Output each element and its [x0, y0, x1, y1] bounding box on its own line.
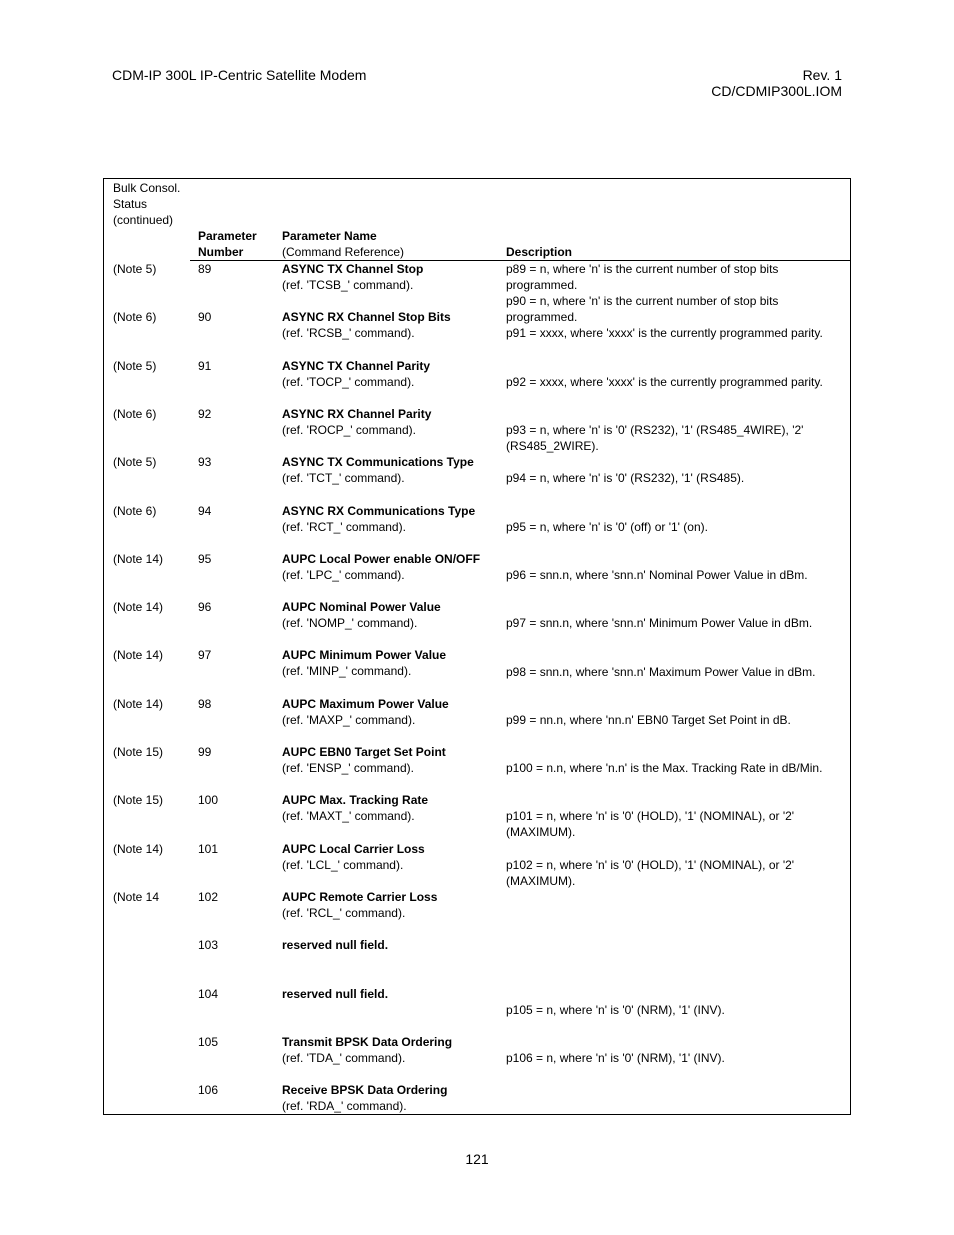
- row-description: p91 = xxxx, where 'xxxx' is the currently programmed parity.: [506, 326, 823, 340]
- row-description: p90 = n, where 'n' is the current number of stop bits programmed.: [506, 294, 779, 324]
- row-param-number: 97: [198, 648, 212, 662]
- column-header-description: Description: [506, 245, 573, 259]
- row-description: p89 = n, where 'n' is the current number of stop bits programmed.: [506, 262, 779, 292]
- row-description: p93 = n, where 'n' is '0' (RS232), '1' (RS485_4WIRE), '2' (RS485_2WIRE).: [506, 423, 804, 453]
- row-param-number: 89: [198, 262, 212, 276]
- row-param-name: ASYNC TX Channel Stop: [282, 262, 424, 276]
- row-param-name: ASYNC TX Channel Parity: [282, 359, 431, 373]
- row-param-name: AUPC Nominal Power Value: [282, 600, 441, 614]
- document-id: CD/CDMIP300L.IOM: [711, 83, 842, 99]
- row-command-ref: (ref. 'RCSB_' command).: [282, 326, 415, 340]
- row-command-ref: (ref. 'TOCP_' command).: [282, 375, 415, 389]
- row-param-name: AUPC EBN0 Target Set Point: [282, 745, 446, 759]
- row-command-ref: (ref. 'LPC_' command).: [282, 568, 405, 582]
- page-header-revision: [711, 67, 842, 99]
- row-param-number: 101: [198, 842, 219, 856]
- row-note: (Note 14): [113, 842, 164, 856]
- row-param-number: 102: [198, 890, 219, 904]
- row-param-number: 96: [198, 600, 212, 614]
- row-param-number: 92: [198, 407, 212, 421]
- row-note: (Note 5): [113, 262, 157, 276]
- column-header-param-name: Parameter Name: [282, 229, 377, 243]
- row-param-name: Receive BPSK Data Ordering: [282, 1083, 448, 1097]
- row-param-number: 94: [198, 504, 212, 518]
- row-note: (Note 6): [113, 310, 157, 324]
- row-note: (Note 6): [113, 504, 157, 518]
- row-command-ref: (ref. 'RDA_' command).: [282, 1099, 407, 1113]
- row-note: (Note 15): [113, 793, 164, 807]
- row-param-number: 105: [198, 1035, 219, 1049]
- row-command-ref: (ref. 'ENSP_' command).: [282, 761, 414, 775]
- row-description: p95 = n, where 'n' is '0' (off) or '1' (on).: [506, 520, 708, 534]
- row-param-name: AUPC Remote Carrier Loss: [282, 890, 438, 904]
- parameter-table: [103, 178, 851, 1115]
- column-header-command-ref: (Command Reference): [282, 245, 405, 259]
- row-param-name: AUPC Max. Tracking Rate: [282, 793, 429, 807]
- row-description: p101 = n, where 'n' is '0' (HOLD), '1' (NOMINAL), or '2' (MAXIMUM).: [506, 809, 795, 839]
- page-header-title: CDM-IP 300L IP-Centric Satellite Modem: [112, 67, 367, 83]
- row-note: (Note 5): [113, 359, 157, 373]
- row-param-number: 98: [198, 697, 212, 711]
- row-command-ref: (ref. 'NOMP_' command).: [282, 616, 418, 630]
- column-header-param-number: Parameter: [198, 229, 257, 243]
- row-param-name: reserved null field.: [282, 987, 389, 1001]
- row-description: p97 = snn.n, where 'snn.n' Minimum Power Value in dBm.: [506, 616, 813, 630]
- row-param-number: 91: [198, 359, 212, 373]
- row-param-number: 93: [198, 455, 212, 469]
- row-param-number: 104: [198, 987, 219, 1001]
- row-description: p105 = n, where 'n' is '0' (NRM), '1' (INV).: [506, 1003, 725, 1017]
- row-param-number: 100: [198, 793, 219, 807]
- row-param-number: 99: [198, 745, 212, 759]
- row-param-number: 103: [198, 938, 219, 952]
- revision-text: Rev. 1: [802, 67, 842, 83]
- row-description: p106 = n, where 'n' is '0' (NRM), '1' (INV).: [506, 1051, 725, 1065]
- page-number: 121: [465, 1151, 489, 1167]
- section-label-line: Status: [113, 197, 148, 211]
- row-command-ref: (ref. 'MINP_' command).: [282, 664, 412, 678]
- row-param-name: AUPC Maximum Power Value: [282, 697, 449, 711]
- row-command-ref: (ref. 'LCL_' command).: [282, 858, 404, 872]
- row-param-number: 95: [198, 552, 212, 566]
- row-description: p100 = n.n, where 'n.n' is the Max. Tracking Rate in dB/Min.: [506, 761, 823, 775]
- column-header-param-number: Number: [198, 245, 244, 259]
- row-command-ref: (ref. 'TCT_' command).: [282, 471, 405, 485]
- row-param-name: ASYNC TX Communications Type: [282, 455, 474, 469]
- section-label-line: (continued): [113, 213, 174, 227]
- row-param-name: AUPC Minimum Power Value: [282, 648, 447, 662]
- row-command-ref: (ref. 'RCL_' command).: [282, 906, 406, 920]
- row-param-name: AUPC Local Power enable ON/OFF: [282, 552, 481, 566]
- row-param-name: Transmit BPSK Data Ordering: [282, 1035, 453, 1049]
- row-command-ref: (ref. 'TDA_' command).: [282, 1051, 406, 1065]
- row-note: (Note 14): [113, 697, 164, 711]
- row-description: p98 = snn.n, where 'snn.n' Maximum Power Value in dBm.: [506, 665, 816, 679]
- row-note: (Note 15): [113, 745, 164, 759]
- row-description: p96 = snn.n, where 'snn.n' Nominal Power Value in dBm.: [506, 568, 808, 582]
- row-note: (Note 14): [113, 552, 164, 566]
- row-param-name: ASYNC RX Communications Type: [282, 504, 476, 518]
- row-note: (Note 14): [113, 600, 164, 614]
- row-note: (Note 14: [113, 890, 160, 904]
- row-description: p99 = nn.n, where 'nn.n' EBN0 Target Set Point in dB.: [506, 713, 791, 727]
- section-label-line: Bulk Consol.: [113, 181, 181, 195]
- row-command-ref: (ref. 'MAXT_' command).: [282, 809, 415, 823]
- row-param-number: 106: [198, 1083, 219, 1097]
- row-note: (Note 6): [113, 407, 157, 421]
- row-param-number: 90: [198, 310, 212, 324]
- row-command-ref: (ref. 'TCSB_' command).: [282, 278, 414, 292]
- row-command-ref: (ref. 'ROCP_' command).: [282, 423, 416, 437]
- row-param-name: ASYNC RX Channel Parity: [282, 407, 432, 421]
- row-param-name: AUPC Local Carrier Loss: [282, 842, 425, 856]
- row-description: p92 = xxxx, where 'xxxx' is the currently programmed parity.: [506, 375, 823, 389]
- row-note: (Note 14): [113, 648, 164, 662]
- row-param-name: ASYNC RX Channel Stop Bits: [282, 310, 451, 324]
- row-command-ref: (ref. 'RCT_' command).: [282, 520, 406, 534]
- row-description: p94 = n, where 'n' is '0' (RS232), '1' (RS485).: [506, 471, 745, 485]
- row-note: (Note 5): [113, 455, 157, 469]
- row-description: p102 = n, where 'n' is '0' (HOLD), '1' (NOMINAL), or '2' (MAXIMUM).: [506, 858, 795, 888]
- row-command-ref: (ref. 'MAXP_' command).: [282, 713, 416, 727]
- row-param-name: reserved null field.: [282, 938, 389, 952]
